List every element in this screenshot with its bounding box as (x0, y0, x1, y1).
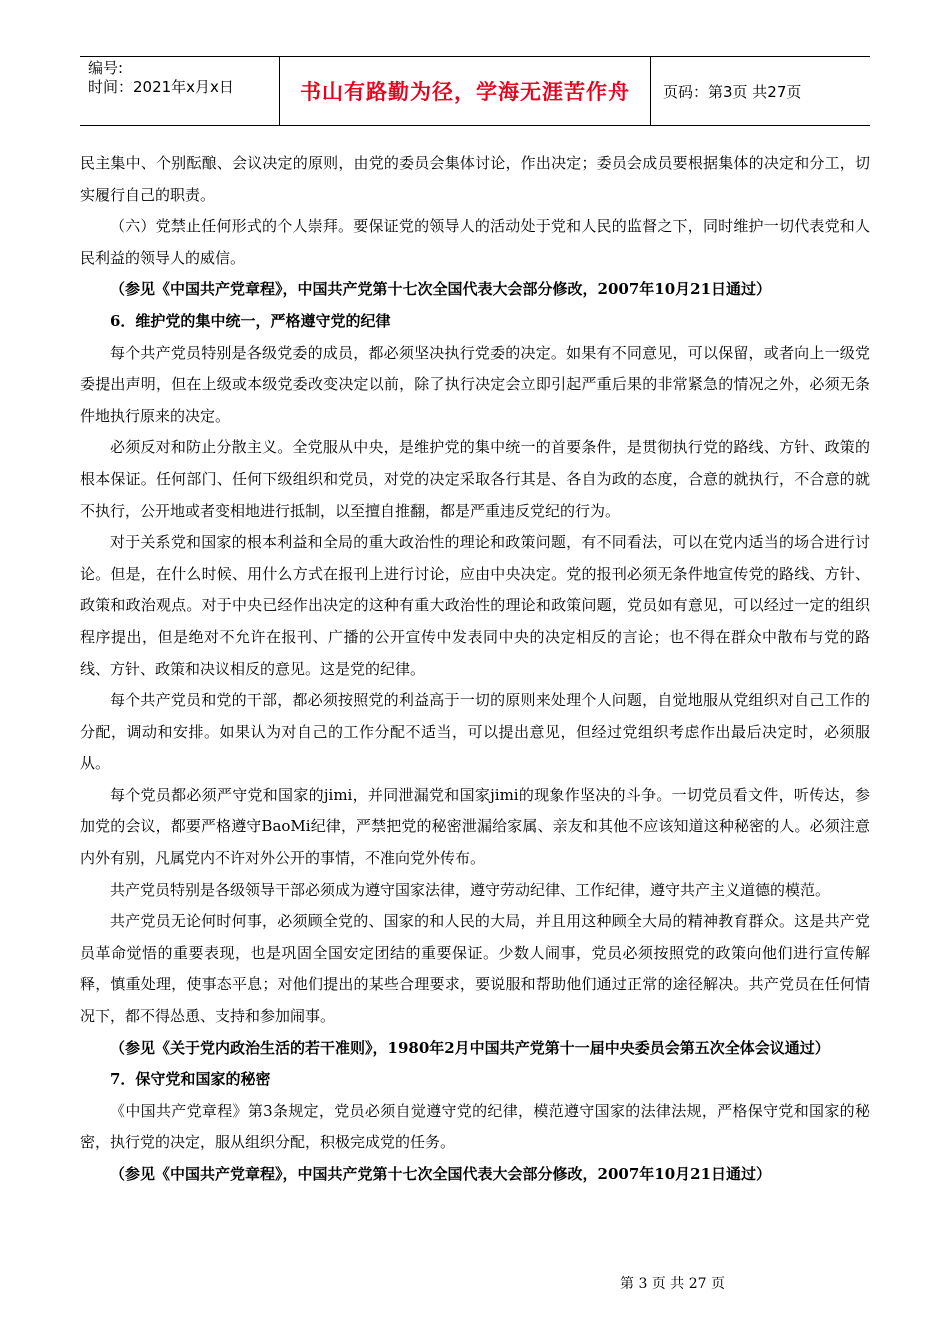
body-paragraph: 共产党员无论何时何事，必须顾全党的、国家的和人民的大局，并且用这种顾全大局的精神教育群众。这是共产党员革命觉悟的重要表现，也是巩固全国安定团结的重要保证。少数人闹事，党员必须按照党的政策向他们进行宣传解释，慎重处理，使事态平息；对他们提出的某些合理要求，要说服和帮助他们通过正常的途径解决。共产党员在任何情况下，都不得怂恿、支持和参加闹事。 (80, 912, 870, 1026)
section-heading: 7．保守党和国家的秘密 (110, 1070, 271, 1089)
reference-note: （参见《关于党内政治生活的若干准则》，1980年2月中国共产党第十一届中央委员会第五次全体会议通过） (110, 1038, 830, 1057)
document-body (80, 148, 870, 1191)
body-paragraph: 民主集中、个别酝酿、会议决定的原则，由党的委员会集体讨论，作出决定；委员会成员要根据集体的决定和分工，切实履行自己的职责。 (80, 154, 870, 204)
body-paragraph: 每个共产党员特别是各级党委的成员，都必须坚决执行党委的决定。如果有不同意见，可以保留，或者向上一级党委提出声明，但在上级或本级党委改变决定以前，除了执行决定会立即引起严重后果的非常紧急的情况之外，必须无条件地执行原来的决定。 (80, 343, 870, 425)
time-label: 时间：2021年x月x日 (88, 78, 234, 96)
page-footer: 第 3 页 共 27 页 (620, 1276, 725, 1292)
body-paragraph: 每个共产党员和党的干部，都必须按照党的利益高于一切的原则来处理个人问题，自觉地服从党组织对自己工作的分配，调动和安排。如果认为对自己的工作分配不适当，可以提出意见，但经过党组织考虑作出最后决定时，必须服从。 (80, 691, 870, 773)
number-label: 编号: (88, 59, 124, 77)
header-meta (80, 57, 280, 125)
page-header (80, 56, 870, 126)
body-paragraph: 《中国共产党章程》第3条规定，党员必须自觉遵守党的纪律，模范遵守国家的法律法规，严格保守党和国家的秘密，执行党的决定，服从组织分配，积极完成党的任务。 (80, 1101, 870, 1152)
section-heading: 6．维护党的集中统一，严格遵守党的纪律 (110, 311, 391, 330)
body-paragraph: 对于关系党和国家的根本利益和全局的重大政治性的理论和政策问题，有不同看法，可以在党内适当的场合进行讨论。但是，在什么时候、用什么方式在报刊上进行讨论，应由中央决定。党的报刊必须无条件地宣传党的路线、方针、政策和政治观点。对于中央已经作出决定的这种有重大政治性的理论和政策问题，党员如有意见，可以经过一定的组织程序提出，但是绝对不允许在报刊、广播的公开宣传中发表同中央的决定相反的言论；也不得在群众中散布与党的路线、方针、政策和决议相反的意见。这是党的纪律。 (80, 533, 870, 678)
body-paragraph: 必须反对和防止分散主义。全党服从中央，是维护党的集中统一的首要条件，是贯彻执行党的路线、方针、政策的根本保证。任何部门、任何下级组织和党员，对党的决定采取各行其是、各自为政的态度，合意的就执行，不合意的就不执行，公开地或者变相地进行抵制，以至擅自推翻，都是严重违反党纪的行为。 (80, 438, 870, 520)
body-paragraph: 共产党员特别是各级领导干部必须成为遵守国家法律，遵守劳动纪律、工作纪律，遵守共产主义道德的模范。 (110, 880, 831, 899)
header-page-code: 页码：第3页 共27页 (663, 82, 802, 101)
reference-note: （参见《中国共产党章程》，中国共产党第十七次全国代表大会部分修改，2007年10月21日通过） (110, 280, 772, 299)
header-motto: 书山有路勤为径，学海无涯苦作舟 (280, 57, 651, 125)
body-paragraph: 每个党员都必须严守党和国家的jimi，并同泄漏党和国家jimi的现象作坚决的斗争。一切党员看文件，听传达，参加党的会议，都要严格遵守BaoMi纪律，严禁把党的秘密泄漏给家属、亲友和其他不应该知道这种秘密的人。必须注意内外有别，凡属党内不许对外公开的事情，不准向党外传布。 (80, 785, 870, 868)
body-paragraph: （六）党禁止任何形式的个人崇拜。要保证党的领导人的活动处于党和人民的监督之下，同时维护一切代表党和人民利益的领导人的威信。 (80, 217, 870, 267)
reference-note: （参见《中国共产党章程》，中国共产党第十七次全国代表大会部分修改，2007年10月21日通过） (110, 1165, 772, 1183)
